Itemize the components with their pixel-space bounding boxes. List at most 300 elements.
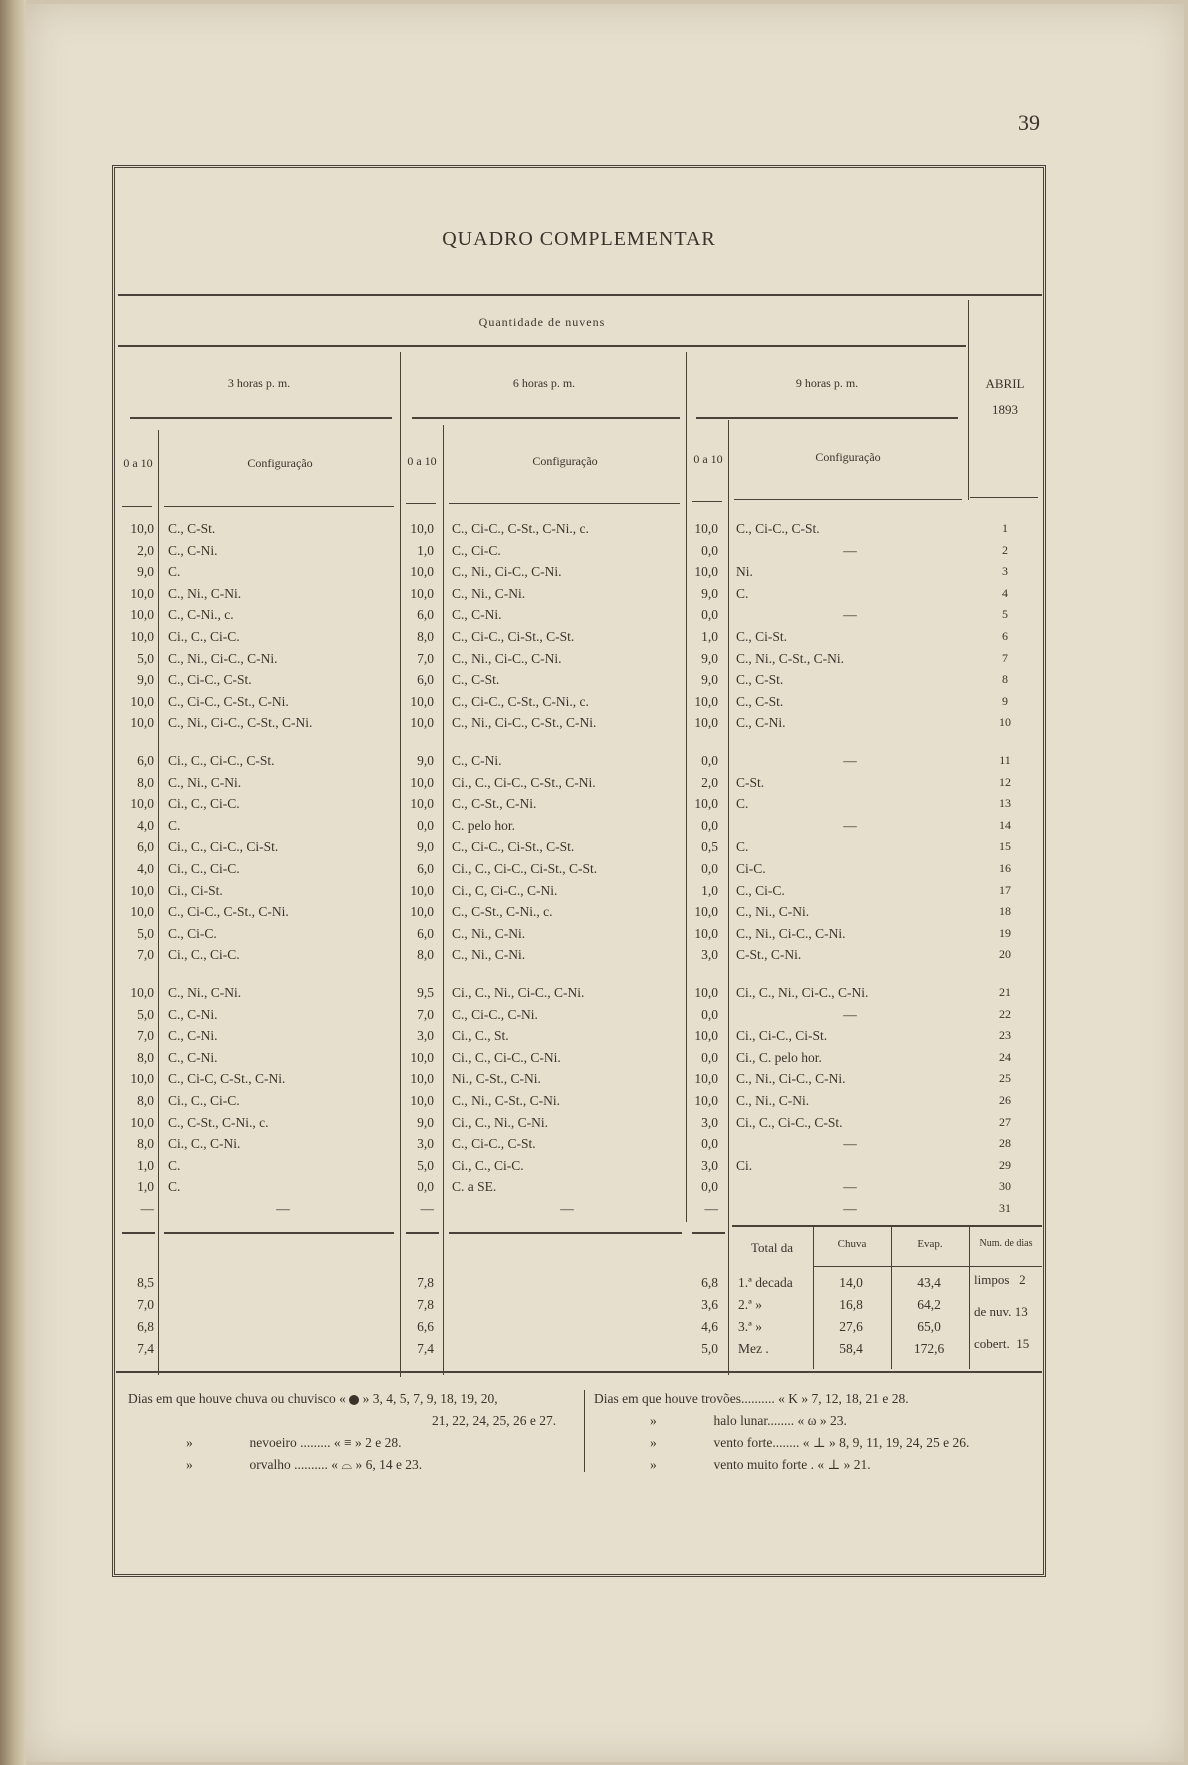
cell-scale-6pm: 9,0 — [417, 839, 434, 855]
summary-total-period: Mez . — [738, 1341, 769, 1356]
summary-total-period: 1.ª decada — [738, 1275, 793, 1290]
cell-scale-3pm: 9,0 — [137, 564, 154, 580]
cell-config-3pm: C., Ni., C-Ni. — [168, 585, 242, 601]
scale-header-6pm: 0 a 10 — [407, 454, 437, 468]
cell-scale-9pm: 0,0 — [701, 1179, 718, 1195]
cell-scale-6pm: 10,0 — [410, 521, 434, 536]
scale-header-9pm: 0 a 10 — [693, 452, 723, 466]
cell-day: 24 — [999, 1049, 1011, 1064]
cell-scale-9pm: 10,0 — [694, 925, 718, 941]
period-rule-1 — [130, 417, 392, 419]
cell-config-3pm: C., Ni., Ci-C., C-Ni. — [168, 650, 278, 666]
summary-evap-value: 43,4 — [917, 1275, 941, 1290]
cell-config-6pm: C., C-St., C-Ni. — [452, 796, 537, 812]
cell-scale-3pm: 8,0 — [137, 1093, 154, 1108]
cell-config-3pm: Ci., C., Ci-C., C-St. — [168, 753, 275, 768]
cell-scale-9pm: 9,0 — [701, 585, 718, 601]
cell-scale-6pm: 9,5 — [417, 985, 434, 1000]
cell-scale-9pm: — — [704, 1201, 718, 1216]
cell-scale-9pm: 0,0 — [701, 607, 718, 623]
cell-config-9pm: Ci., C., Ci-C., C-St. — [736, 1114, 843, 1130]
cell-config-3pm: Ci., C., Ci-C. — [168, 947, 240, 963]
summary-rule-5 — [692, 1232, 725, 1234]
cell-scale-9pm: 1,0 — [701, 629, 718, 644]
summary-rule-1 — [122, 1232, 155, 1234]
colhdr-rule-7 — [970, 497, 1038, 498]
cell-scale-9pm: 0,0 — [701, 1049, 718, 1065]
cell-scale-9pm: 10,0 — [694, 564, 718, 580]
cell-config-6pm: C., Ci-C., C-Ni. — [452, 1006, 538, 1022]
cell-scale-3pm: 1,0 — [137, 1157, 154, 1173]
cell-scale-6pm: 6,0 — [417, 925, 434, 941]
year-label: 1893 — [992, 402, 1018, 417]
cell-config-3pm: C., C-Ni. — [168, 1006, 218, 1022]
scale-divider-3pm — [158, 430, 159, 1375]
summary-chuva-value: 16,8 — [839, 1297, 863, 1312]
cell-config-6pm: C., C-Ni. — [452, 607, 502, 623]
cell-day: 31 — [999, 1201, 1011, 1215]
summary-chuva-value: 27,6 — [839, 1319, 863, 1334]
cell-config-6pm: Ci., C., Ci-C., Ci-St., C-St. — [452, 861, 598, 876]
cell-config-9pm: C., Ci-C., C-St. — [736, 521, 820, 536]
cell-scale-6pm: 10,0 — [410, 564, 434, 580]
thunder-icon: K — [788, 1391, 798, 1406]
nuv-label: de nuv. 13 — [974, 1304, 1028, 1319]
legend-nevoeiro: » nevoeiro ......... « ≡ » 2 e 28. — [186, 1435, 402, 1450]
period-rule-3 — [696, 417, 958, 419]
config-header-3pm: Configuração — [247, 456, 313, 470]
cell-day: 19 — [999, 925, 1011, 940]
period-rule-2 — [412, 417, 680, 419]
cell-scale-6pm: 10,0 — [410, 693, 434, 709]
cell-scale-6pm: 10,0 — [410, 585, 434, 601]
cell-scale-3pm: 10,0 — [130, 1114, 154, 1130]
cell-config-9pm: C-St. — [736, 774, 765, 790]
rain-dot-icon — [349, 1395, 359, 1405]
cell-config-9pm: — — [843, 607, 857, 623]
cell-config-3pm: C., Ci-C., C-St. — [168, 672, 252, 688]
cell-config-3pm: — — [276, 1201, 290, 1216]
cell-scale-6pm: 0,0 — [417, 817, 434, 833]
halo-icon: ω — [807, 1413, 817, 1428]
book-spine — [0, 0, 26, 1765]
cell-scale-3pm: 10,0 — [130, 1071, 154, 1087]
cell-config-9pm: C., C-St. — [736, 693, 784, 709]
month-label: ABRIL — [985, 376, 1025, 391]
cell-scale-6pm: 10,0 — [410, 904, 434, 920]
legend-trovoes: Dias em que houve trovões.......... « K » 7, 12, 18, 21 e 28. — [594, 1391, 909, 1406]
colhdr-rule-2 — [164, 506, 394, 507]
cell-scale-3pm: 10,0 — [130, 585, 154, 601]
dew-icon: ⌓ — [341, 1457, 353, 1472]
cell-config-3pm: C., Ci-C., C-St., C-Ni. — [168, 904, 289, 920]
header-rule-top — [118, 294, 1042, 296]
cell-day: 16 — [999, 861, 1011, 875]
summary-vdiv-3 — [969, 1227, 970, 1369]
summary-avg-9pm: 3,6 — [701, 1297, 718, 1312]
cell-scale-9pm: 0,0 — [701, 1136, 718, 1152]
cell-day: 15 — [999, 839, 1011, 854]
summary-rule-6 — [732, 1225, 1042, 1227]
cell-scale-6pm: 3,0 — [417, 1136, 434, 1152]
cell-scale-9pm: 10,0 — [694, 693, 718, 709]
scale-divider-6pm — [443, 425, 444, 1375]
cell-scale-9pm: 9,0 — [701, 672, 718, 688]
cell-config-3pm: C., C-Ni. — [168, 1049, 218, 1065]
cell-config-9pm: Ci., Ci-C., Ci-St. — [736, 1028, 828, 1044]
cell-config-6pm: Ci., C., St. — [452, 1028, 509, 1044]
config-header-9pm: Configuração — [815, 450, 881, 464]
cell-config-3pm: Ci., C., Ci-C. — [168, 629, 240, 644]
cell-config-9pm: C., Ni., C-Ni. — [736, 904, 810, 920]
cell-scale-9pm: 0,0 — [701, 753, 718, 768]
colhdr-rule-1 — [122, 506, 152, 507]
summary-evap-value: 172,6 — [913, 1341, 945, 1356]
cell-scale-9pm: 0,0 — [701, 1006, 718, 1022]
cell-config-9pm: C. — [736, 796, 749, 812]
cell-day: 21 — [999, 985, 1011, 999]
cell-scale-6pm: — — [420, 1201, 434, 1216]
cell-config-6pm: C., Ni., Ci-C., C-Ni. — [452, 564, 562, 580]
cell-scale-3pm: 10,0 — [130, 629, 154, 644]
cell-config-9pm: — — [843, 1179, 857, 1195]
cell-scale-3pm: 10,0 — [130, 693, 154, 709]
summary-avg-3pm: 7,4 — [137, 1341, 154, 1356]
cell-scale-6pm: 10,0 — [410, 882, 434, 898]
cell-config-9pm: C., Ci-St. — [736, 629, 788, 644]
cell-scale-6pm: 10,0 — [410, 774, 434, 790]
cell-scale-9pm: 0,0 — [701, 861, 718, 876]
period-6pm: 6 horas p. m. — [512, 376, 576, 390]
cell-day: 6 — [1002, 629, 1008, 643]
cell-config-6pm: C., Ci-C., C-St. — [452, 1136, 536, 1152]
cell-config-3pm: C., Ni., Ci-C., C-St., C-Ni. — [168, 715, 313, 731]
summary-avg-3pm: 7,0 — [137, 1297, 154, 1312]
cell-config-9pm: — — [843, 542, 857, 558]
summary-chuva-value: 58,4 — [839, 1341, 863, 1356]
cell-day: 20 — [999, 947, 1011, 962]
cell-scale-9pm: 0,0 — [701, 817, 718, 833]
cell-config-9pm: C., C-St. — [736, 672, 784, 688]
period-9pm: 9 horas p. m. — [795, 376, 859, 390]
scale-header-3pm: 0 a 10 — [123, 456, 153, 470]
cell-scale-3pm: 10,0 — [130, 985, 154, 1000]
cell-config-9pm: C-St., C-Ni. — [736, 947, 802, 963]
cell-scale-3pm: 9,0 — [137, 672, 154, 688]
cell-config-6pm: C., Ci-C., C-St., C-Ni., c. — [452, 521, 589, 536]
summary-rule-3 — [406, 1232, 439, 1234]
cell-scale-3pm: 10,0 — [130, 796, 154, 812]
cell-scale-6pm: 7,0 — [417, 650, 434, 666]
fog-icon: ≡ — [343, 1435, 352, 1450]
chuva-header: Chuva — [837, 1238, 867, 1250]
cell-config-3pm: C., C-St. — [168, 521, 216, 536]
page-number: 39 — [1018, 110, 1040, 135]
cell-config-3pm: Ci., C., Ci-C., Ci-St. — [168, 839, 279, 855]
summary-avg-6pm: 6,6 — [417, 1319, 434, 1334]
summary-evap-value: 65,0 — [917, 1319, 941, 1334]
cell-config-6pm: Ci., C., Ci-C., C-Ni. — [452, 1049, 561, 1065]
cell-day: 11 — [999, 753, 1011, 767]
cell-config-9pm: Ni. — [736, 564, 753, 580]
cell-scale-6pm: 9,0 — [417, 753, 434, 768]
summary-avg-9pm: 5,0 — [701, 1341, 718, 1356]
colhdr-rule-4 — [449, 503, 680, 504]
cell-day: 5 — [1002, 607, 1008, 622]
total-header: Total da — [750, 1240, 794, 1255]
cell-config-3pm: C., C-Ni., c. — [168, 607, 234, 623]
cell-config-6pm: C. pelo hor. — [452, 817, 515, 833]
cell-config-6pm: C., Ci-C., Ci-St., C-St. — [452, 629, 575, 644]
cell-config-9pm: C. — [736, 839, 749, 855]
cell-config-3pm: Ci., Ci-St. — [168, 882, 223, 898]
cell-scale-3pm: 4,0 — [137, 861, 154, 876]
summary-avg-3pm: 6,8 — [137, 1319, 154, 1334]
cell-scale-3pm: 10,0 — [130, 904, 154, 920]
cell-scale-3pm: 6,0 — [137, 753, 154, 768]
cobert-label: cobert. 15 — [974, 1336, 1030, 1351]
cell-config-9pm: C. — [736, 585, 749, 601]
summary-evap-value: 64,2 — [917, 1297, 941, 1312]
cell-scale-9pm: 10,0 — [694, 1093, 718, 1108]
cell-config-3pm: C., Ci-C, C-St., C-Ni. — [168, 1071, 286, 1087]
cell-day: 8 — [1002, 672, 1008, 687]
summary-avg-6pm: 7,8 — [417, 1275, 434, 1290]
cell-scale-9pm: 0,5 — [701, 839, 718, 855]
cell-config-9pm: — — [843, 1136, 857, 1152]
config-header-6pm: Configuração — [532, 454, 598, 468]
cell-scale-9pm: 10,0 — [694, 985, 718, 1000]
evap-header: Evap. — [917, 1238, 943, 1250]
cell-config-3pm: Ci., C., Ci-C. — [168, 861, 240, 876]
legend-vento: » vento forte........ « ⊥ » 8, 9, 11, 19, 24, 25 e 26. — [650, 1435, 970, 1450]
cell-scale-9pm: 3,0 — [701, 1114, 718, 1130]
cell-scale-6pm: 9,0 — [417, 1114, 434, 1130]
cell-scale-3pm: 10,0 — [130, 607, 154, 623]
cell-scale-9pm: 10,0 — [694, 715, 718, 731]
cell-config-9pm: C., Ni., Ci-C., C-Ni. — [736, 1071, 846, 1087]
cell-scale-6pm: 8,0 — [417, 629, 434, 644]
cell-config-9pm: Ci-C. — [736, 861, 766, 876]
strong-wind-icon: ⊥ — [827, 1457, 841, 1472]
cell-scale-6pm: 8,0 — [417, 947, 434, 963]
cell-scale-3pm: 8,0 — [137, 1136, 154, 1152]
cell-config-9pm: Ci., C. pelo hor. — [736, 1049, 822, 1065]
cell-scale-6pm: 10,0 — [410, 796, 434, 812]
cell-day: 2 — [1002, 542, 1008, 557]
cell-scale-3pm: 1,0 — [137, 1179, 154, 1195]
cell-config-3pm: C., Ni., C-Ni. — [168, 985, 242, 1000]
cell-day: 28 — [999, 1136, 1011, 1151]
period-3pm: 3 horas p. m. — [227, 376, 291, 390]
cell-scale-9pm: 10,0 — [694, 904, 718, 920]
cell-scale-6pm: 6,0 — [417, 861, 434, 876]
cell-config-6pm: — — [560, 1201, 574, 1216]
cell-scale-3pm: 8,0 — [137, 774, 154, 790]
cell-scale-3pm: 5,0 — [137, 925, 154, 941]
summary-rule-4 — [449, 1232, 682, 1234]
cell-scale-9pm: 0,0 — [701, 542, 718, 558]
cell-config-6pm: Ci., C., Ci-C., C-St., C-Ni. — [452, 774, 596, 790]
cell-config-6pm: C., C-St. — [452, 672, 500, 688]
cell-config-6pm: C., C-St., C-Ni., c. — [452, 904, 553, 920]
page-title: QUADRO COMPLEMENTAR — [442, 228, 716, 250]
cell-day: 25 — [999, 1071, 1011, 1086]
summary-total-period: 3.ª » — [738, 1319, 762, 1334]
group-header: Quantidade de nuvens — [478, 315, 606, 329]
cell-config-3pm: C., C-Ni. — [168, 542, 218, 558]
cell-scale-6pm: 10,0 — [410, 1071, 434, 1087]
cell-config-6pm: C., Ni., Ci-C., C-St., C-Ni. — [452, 715, 597, 731]
legend-divider — [584, 1390, 585, 1472]
cell-config-9pm: C., Ni., C-Ni. — [736, 1093, 810, 1108]
group-header-rule — [118, 345, 966, 347]
cell-day: 26 — [999, 1093, 1011, 1107]
cell-scale-6pm: 10,0 — [410, 715, 434, 731]
cell-config-3pm: C. — [168, 1157, 181, 1173]
cell-config-9pm: C., Ni., Ci-C., C-Ni. — [736, 925, 846, 941]
cell-scale-3pm: 10,0 — [130, 715, 154, 731]
cell-config-3pm: Ci., C., Ci-C. — [168, 1093, 240, 1108]
summary-avg-9pm: 6,8 — [701, 1275, 718, 1290]
legend-halo: » halo lunar........ « ω » 23. — [650, 1413, 847, 1428]
cell-scale-6pm: 6,0 — [417, 672, 434, 688]
summary-rule-2 — [164, 1232, 394, 1234]
limpos-label: limpos 2 — [974, 1272, 1026, 1287]
cell-scale-9pm: 3,0 — [701, 1157, 718, 1173]
summary-chuva-value: 14,0 — [839, 1275, 863, 1290]
cell-config-6pm: Ci., C., Ci-C. — [452, 1157, 524, 1173]
cell-scale-9pm: 3,0 — [701, 947, 718, 963]
cell-day: 30 — [999, 1179, 1011, 1194]
cell-day: 14 — [999, 817, 1011, 832]
cell-scale-3pm: — — [140, 1201, 154, 1216]
legend-chuva-cont: 21, 22, 24, 25, 26 e 27. — [432, 1413, 557, 1428]
cell-day: 18 — [999, 904, 1011, 919]
cell-config-9pm: C., Ni., C-St., C-Ni. — [736, 650, 845, 666]
cell-config-6pm: Ci., C., Ni., C-Ni. — [452, 1114, 549, 1130]
colhdr-rule-3 — [406, 503, 436, 504]
summary-total-period: 2.ª » — [738, 1297, 762, 1312]
cell-config-6pm: C., Ni., C-St., C-Ni. — [452, 1093, 561, 1108]
cell-scale-6pm: 10,0 — [410, 1093, 434, 1108]
cell-scale-3pm: 4,0 — [137, 817, 154, 833]
cell-config-3pm: C. — [168, 1179, 181, 1195]
cell-config-6pm: C., Ci-C. — [452, 542, 501, 558]
cell-day: 9 — [1002, 693, 1008, 708]
cell-scale-9pm: 10,0 — [694, 1028, 718, 1044]
cell-scale-6pm: 3,0 — [417, 1028, 434, 1044]
cell-day: 1 — [1002, 521, 1008, 535]
cell-scale-6pm: 5,0 — [417, 1157, 434, 1173]
summary-avg-3pm: 8,5 — [137, 1275, 154, 1290]
cell-config-3pm: Ci., C., C-Ni. — [168, 1136, 241, 1152]
cell-day: 23 — [999, 1028, 1011, 1043]
cell-config-9pm: C., Ci-C. — [736, 882, 785, 898]
cell-scale-6pm: 1,0 — [417, 542, 434, 558]
cell-day: 3 — [1002, 564, 1008, 579]
cell-config-3pm: C. — [168, 817, 181, 833]
summary-avg-9pm: 4,6 — [701, 1319, 718, 1334]
summary-avg-6pm: 7,4 — [417, 1341, 434, 1356]
cell-config-6pm: C., Ni., C-Ni. — [452, 947, 526, 963]
cell-config-9pm: — — [843, 1201, 857, 1216]
colhdr-rule-5 — [692, 501, 722, 502]
cell-config-3pm: C. — [168, 564, 181, 580]
cell-scale-6pm: 10,0 — [410, 1049, 434, 1065]
cell-scale-3pm: 2,0 — [137, 542, 154, 558]
cell-scale-9pm: 1,0 — [701, 882, 718, 898]
cell-day: 7 — [1002, 650, 1008, 665]
cell-scale-3pm: 10,0 — [130, 521, 154, 536]
cell-scale-9pm: 10,0 — [694, 1071, 718, 1087]
cell-config-6pm: C., Ni., C-Ni. — [452, 585, 526, 601]
summary-avg-6pm: 7,8 — [417, 1297, 434, 1312]
cell-config-3pm: C., Ci-C., C-St., C-Ni. — [168, 693, 289, 709]
cell-scale-9pm: 2,0 — [701, 774, 718, 790]
cell-config-6pm: C., Ni., C-Ni. — [452, 925, 526, 941]
cell-day: 10 — [999, 715, 1011, 730]
legend-chuva: Dias em que houve chuva ou chuvisco « » 3, 4, 5, 7, 9, 18, 19, 20, — [128, 1391, 498, 1406]
cell-scale-9pm: 10,0 — [694, 521, 718, 536]
cell-config-9pm: C., C-Ni. — [736, 715, 786, 731]
cell-scale-3pm: 7,0 — [137, 947, 154, 963]
cell-config-9pm: Ci., C., Ni., Ci-C., C-Ni. — [736, 985, 869, 1000]
cell-scale-6pm: 6,0 — [417, 607, 434, 623]
cell-config-3pm: C., C-Ni. — [168, 1028, 218, 1044]
legend-rule — [116, 1371, 1042, 1373]
colhdr-rule-6 — [734, 499, 962, 500]
cell-scale-9pm: 10,0 — [694, 796, 718, 812]
cell-config-9pm: — — [843, 1006, 857, 1022]
cell-config-3pm: C., C-St., C-Ni., c. — [168, 1114, 269, 1130]
legend-orvalho: » orvalho .......... « ⌓ » 6, 14 e 23. — [186, 1457, 423, 1472]
cell-scale-3pm: 7,0 — [137, 1028, 154, 1044]
cell-config-3pm: C., Ci-C. — [168, 925, 217, 941]
cell-day: 4 — [1002, 585, 1008, 600]
wind-icon: ⊥ — [812, 1435, 826, 1450]
cell-day: 27 — [999, 1114, 1011, 1129]
cell-config-6pm: Ci., C, Ci-C., C-Ni. — [452, 882, 558, 898]
divider-3pm-6pm — [400, 352, 401, 1377]
cell-scale-6pm: 7,0 — [417, 1006, 434, 1022]
cell-scale-3pm: 6,0 — [137, 839, 154, 855]
summary-subhdr-rule — [814, 1266, 1042, 1267]
scale-divider-9pm — [728, 420, 729, 1375]
cell-day: 17 — [999, 882, 1011, 897]
cell-config-6pm: Ni., C-St., C-Ni. — [452, 1071, 541, 1087]
cell-config-6pm: C. a SE. — [452, 1179, 497, 1195]
cell-config-9pm: — — [843, 753, 857, 768]
cell-config-3pm: C., Ni., C-Ni. — [168, 774, 242, 790]
cell-scale-3pm: 10,0 — [130, 882, 154, 898]
cell-day: 22 — [999, 1006, 1011, 1021]
cell-scale-3pm: 5,0 — [137, 650, 154, 666]
month-column-divider — [968, 300, 969, 500]
cell-config-9pm: — — [843, 817, 857, 833]
numdias-header: Num. de dias — [979, 1238, 1033, 1249]
divider-6pm-9pm — [686, 352, 687, 1222]
cell-scale-3pm: 5,0 — [137, 1006, 154, 1022]
cell-scale-6pm: 0,0 — [417, 1179, 434, 1195]
cell-scale-3pm: 8,0 — [137, 1049, 154, 1065]
cell-day: 12 — [999, 774, 1011, 789]
cell-config-3pm: Ci., C., Ci-C. — [168, 796, 240, 812]
cell-config-6pm: C., Ci-C., Ci-St., C-St. — [452, 839, 575, 855]
legend-vento-mf: » vento muito forte . « ⊥ » 21. — [650, 1457, 871, 1472]
cell-config-6pm: C., C-Ni. — [452, 753, 502, 768]
cell-config-6pm: C., Ci-C., C-St., C-Ni., c. — [452, 693, 589, 709]
